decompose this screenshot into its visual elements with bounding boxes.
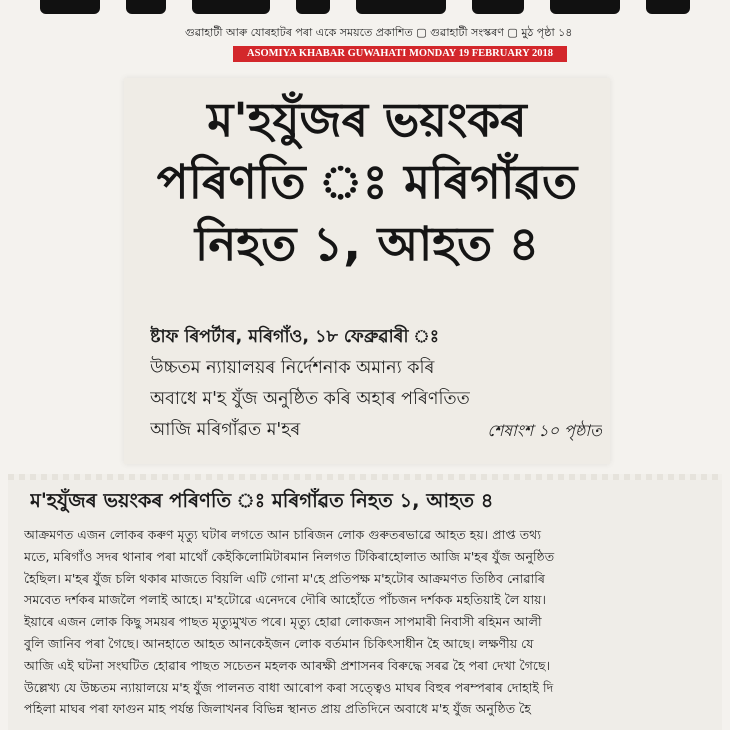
dateline: ষ্টাফ ৰিপৰ্টাৰ, মৰিগাঁও, ১৮ ফেব্ৰুৱাৰী ঃ — [150, 327, 440, 347]
front-page-clipping — [124, 78, 610, 464]
lead-line-3 — [150, 415, 602, 446]
continued-note: শেষাংশ ১০ পৃষ্ঠাত — [487, 421, 602, 440]
edition-info-line: গুৱাহাটী আৰু যোৰহাটৰ পৰা একে সময়তে প্ৰকাশিত ▢ গুৱাহাটী সংস্কৰণ ▢ মুঠ পৃষ্ঠা ১৪ — [185, 26, 573, 39]
body-line: মতে, মৰিগাঁও সদৰ থানাৰ পৰা মাথোঁ কেইকিলোমিটাৰমান নিলগত টিকিৰাহোলাত আজি ম'হৰ যুঁজ অনুষ্ঠিত — [24, 548, 555, 564]
body-line: বুলি জানিব পৰা গৈছে। আনহাতে আহত আনকেইজন লোক বৰ্তমান চিকিৎসাধীন হৈ আছে। লক্ষণীয় যে — [24, 635, 534, 651]
body-line: আক্ৰমণত এজন লোকৰ কৰুণ মৃত্যু ঘটাৰ লগতে আন চাৰিজন লোক গুৰুতৰভাৱে আহত হয়। প্ৰাপ্ত তথ্য — [24, 527, 541, 542]
headline-line-1: ম'হযুঁজৰ ভয়ংকৰ — [207, 93, 527, 148]
masthead-cropped — [0, 0, 730, 20]
headline-line-3: নিহত ১, আহত ৪ — [194, 217, 540, 272]
article-body — [24, 524, 718, 720]
masthead-title-fragment — [40, 0, 690, 16]
lead-line-1: উচ্চতম ন্যায়ালয়ৰ নিৰ্দেশনাক অমান্য কৰি — [150, 358, 435, 378]
clipping-edge — [8, 474, 722, 480]
headline-line-2: পৰিণতি ঃ মৰিগাঁৱত — [156, 155, 578, 210]
body-line: হৈছিল। ম'হৰ যুঁজ চলি থকাৰ মাজতে বিয়লি এটি গোনা ম'হে প্ৰতিপক্ষ ম'হটোৰ আক্ৰমণত তিষ্ঠিব নোৱাৰি — [24, 570, 545, 586]
body-line: ইয়াৰে এজন লোক কিছু সময়ৰ পাছত মৃত্যুমুখত পৰে। মৃত্যু হোৱা লোকজন সাপমাৰী নিবাসী ৰহিমন আলী — [24, 614, 542, 630]
lead-line-2: অবাধে ম'হ যুঁজ অনুষ্ঠিত কৰি অহাৰ পৰিণতিত — [150, 389, 470, 409]
body-line: উল্লেখ্য যে উচ্চতম ন্যায়ালয়ে ম'হ যুঁজ পালনত বাধা আৰোপ কৰা সত্ত্বেও মাঘৰ বিহুৰ পৰম্পৰাৰ দোহাই দি — [24, 679, 554, 695]
inner-headline: ম'হযুঁজৰ ভয়ংকৰ পৰিণতি ঃ মৰিগাঁৱত নিহত ১, আহত ৪ — [30, 489, 494, 512]
date-banner: ASOMIYA KHABAR GUWAHATI MONDAY 19 FEBRUARY 2018 — [233, 46, 567, 62]
main-headline — [124, 90, 610, 276]
lead-line-3-text: আজি মৰিগাঁৱত ম'হৰ — [150, 420, 301, 440]
body-line: আজি এই ঘটনা সংঘটিত হোৱাৰ পাছত সচেতন মহলক আৰক্ষী প্ৰশাসনৰ বিৰুদ্ধে সৰৱ হৈ পৰা দেখা গৈছে। — [24, 657, 551, 673]
body-line: সমবেত দৰ্শকৰ মাজলৈ পলাই আহে। ম'হটোৱে এনেদৰে দৌৰি আহোঁতে পাঁচজন দৰ্শকক মহতিয়াই লৈ যায়। — [24, 592, 547, 608]
body-line: পহিলা মাঘৰ পৰা ফাগুন মাহ পৰ্যন্ত জিলাখনৰ বিভিন্ন স্থানত প্ৰায় প্ৰতিদিনে অবাধে ম'হ যুঁজ অনুষ্ঠিত হৈ — [24, 701, 531, 717]
inner-page-clipping — [8, 474, 722, 730]
lead-paragraph — [150, 322, 602, 446]
